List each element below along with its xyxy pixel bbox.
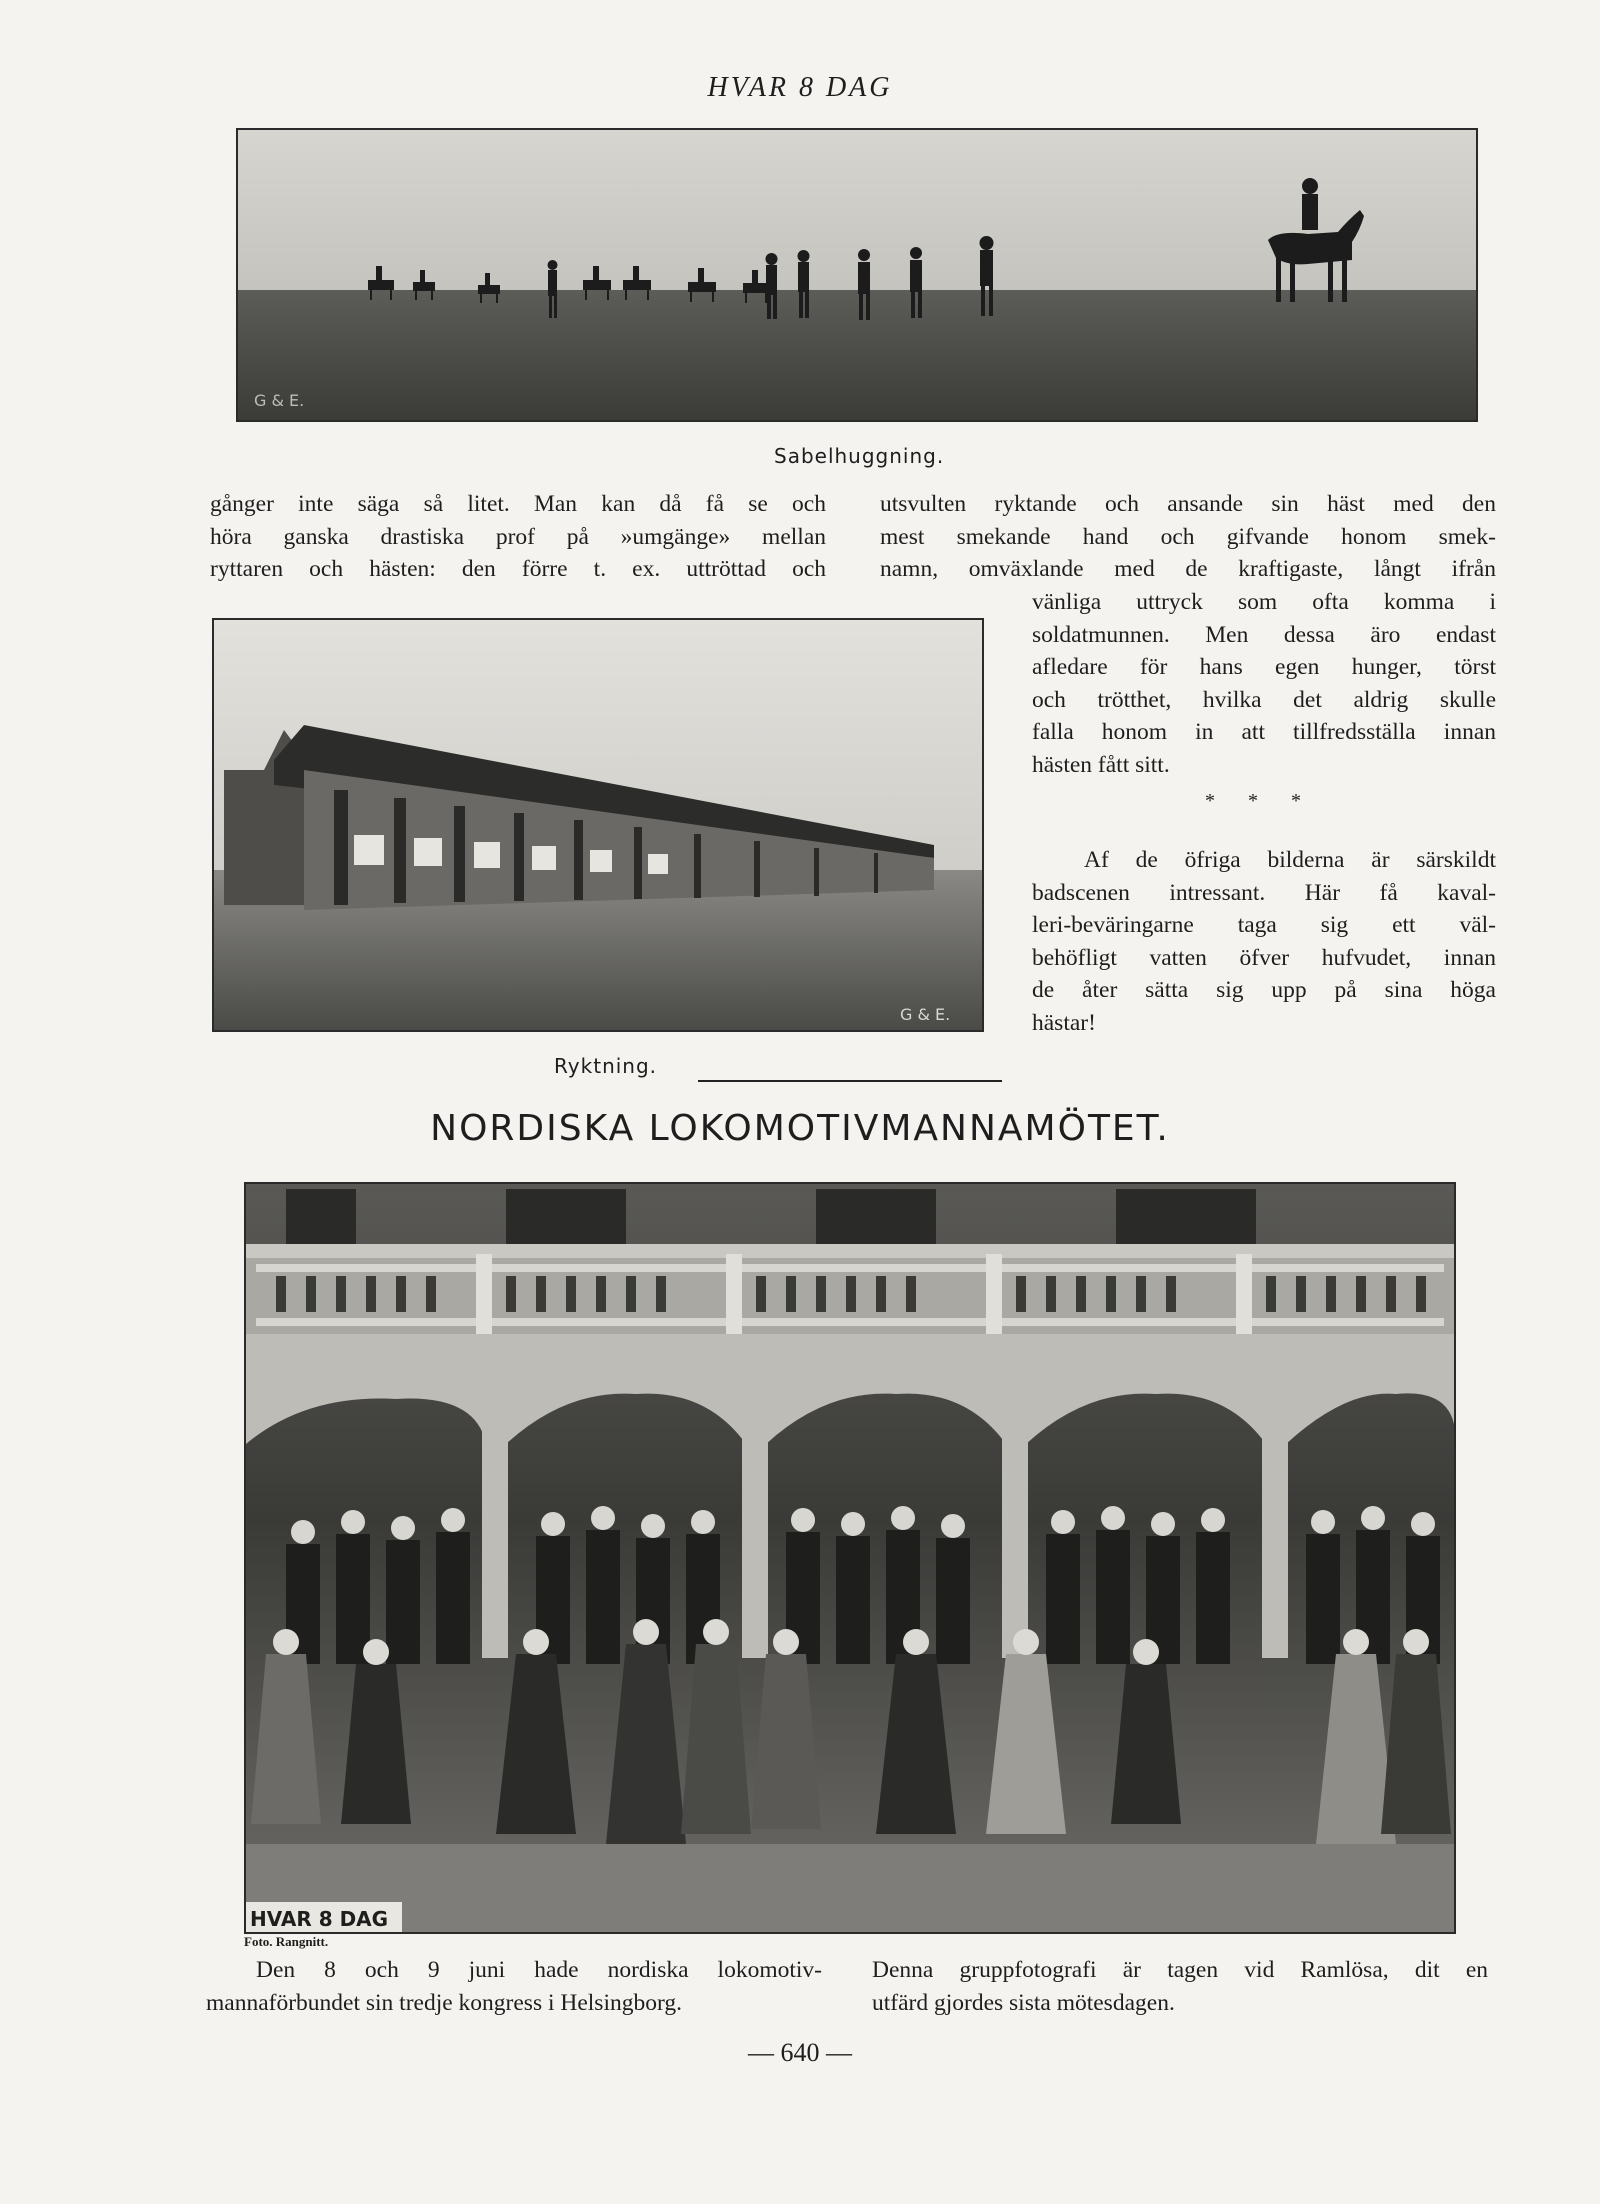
text-line: namn, omväxlande med de kraftigaste, långt ifrån: [880, 556, 1496, 582]
text-line: hästen fått sitt.: [1032, 751, 1170, 778]
article-caption-right: [872, 1954, 1488, 2019]
divider-rule: [698, 1080, 1002, 1082]
text-paragraph-2: [1032, 844, 1496, 1039]
text-line: badscenen intressant. Här få kaval-: [1032, 879, 1496, 906]
text-line: mannaförbundet sin tredje kongress i Helsingborg.: [206, 1989, 683, 2016]
text-line: Den 8 och 9 juni hade nordiska lokomotiv-: [256, 1957, 822, 1983]
text-left-top: [210, 488, 826, 586]
article-caption-left: [206, 1954, 822, 2019]
photo-group: [244, 1182, 1456, 1934]
text-line: gånger inte säga så litet. Man kan då få se och: [210, 491, 826, 517]
text-line: mest smekande hand och gifvande honom smek-: [880, 523, 1496, 550]
running-head: HVAR 8 DAG: [707, 72, 893, 103]
photo-sabelhuggning: [236, 128, 1478, 422]
photo-credit: G & E.: [254, 391, 305, 410]
asterism: * * *: [1205, 790, 1315, 812]
text-line: afledare för hans egen hunger, törst: [1032, 654, 1496, 680]
text-line: vänliga uttryck som ofta komma i: [1032, 589, 1496, 615]
photo-credit: G & E.: [900, 1005, 951, 1024]
caption-ryktning: Ryktning.: [554, 1054, 658, 1078]
text-line: hästar!: [1032, 1009, 1096, 1036]
text-line: soldatmunnen. Men dessa äro endast: [1032, 621, 1496, 648]
text-line: ryttaren och hästen: den förre t. ex. uttröttad och: [210, 556, 826, 582]
text-line: utfärd gjordes sista mötesdagen.: [872, 1989, 1175, 2016]
caption-sabelhuggning: Sabelhuggning.: [774, 444, 945, 468]
text-line: Af de öfriga bilderna är särskildt: [1084, 847, 1496, 873]
text-right-column: [1032, 586, 1496, 781]
text-line: falla honom in att tillfredsställa innan: [1032, 719, 1496, 745]
text-line: höra ganska drastiska prof på »umgänge» mellan: [210, 523, 826, 550]
photo-ryktning: [212, 618, 984, 1032]
text-line: utsvulten ryktande och ansande sin häst med den: [880, 491, 1496, 517]
text-line: Denna gruppfotografi är tagen vid Ramlösa, dit en: [872, 1957, 1488, 1983]
page-number: — 640 —: [748, 2038, 852, 2067]
article-heading: NORDISKA LOKOMOTIVMANNAMÖTET.: [430, 1108, 1170, 1149]
group-photo-credit: Foto. Rangnitt.: [244, 1934, 329, 1949]
text-line: och trötthet, hvilka det aldrig skulle: [1032, 686, 1496, 713]
text-line: leri-beväringarne taga sig ett väl-: [1032, 912, 1496, 938]
group-photo-watermark: HVAR 8 DAG: [250, 1907, 389, 1931]
text-right-top: [880, 488, 1496, 586]
text-line: behöfligt vatten öfver hufvudet, innan: [1032, 944, 1496, 971]
balcony-railing: [246, 1244, 1454, 1338]
text-line: de åter sätta sig upp på sina höga: [1032, 977, 1496, 1003]
